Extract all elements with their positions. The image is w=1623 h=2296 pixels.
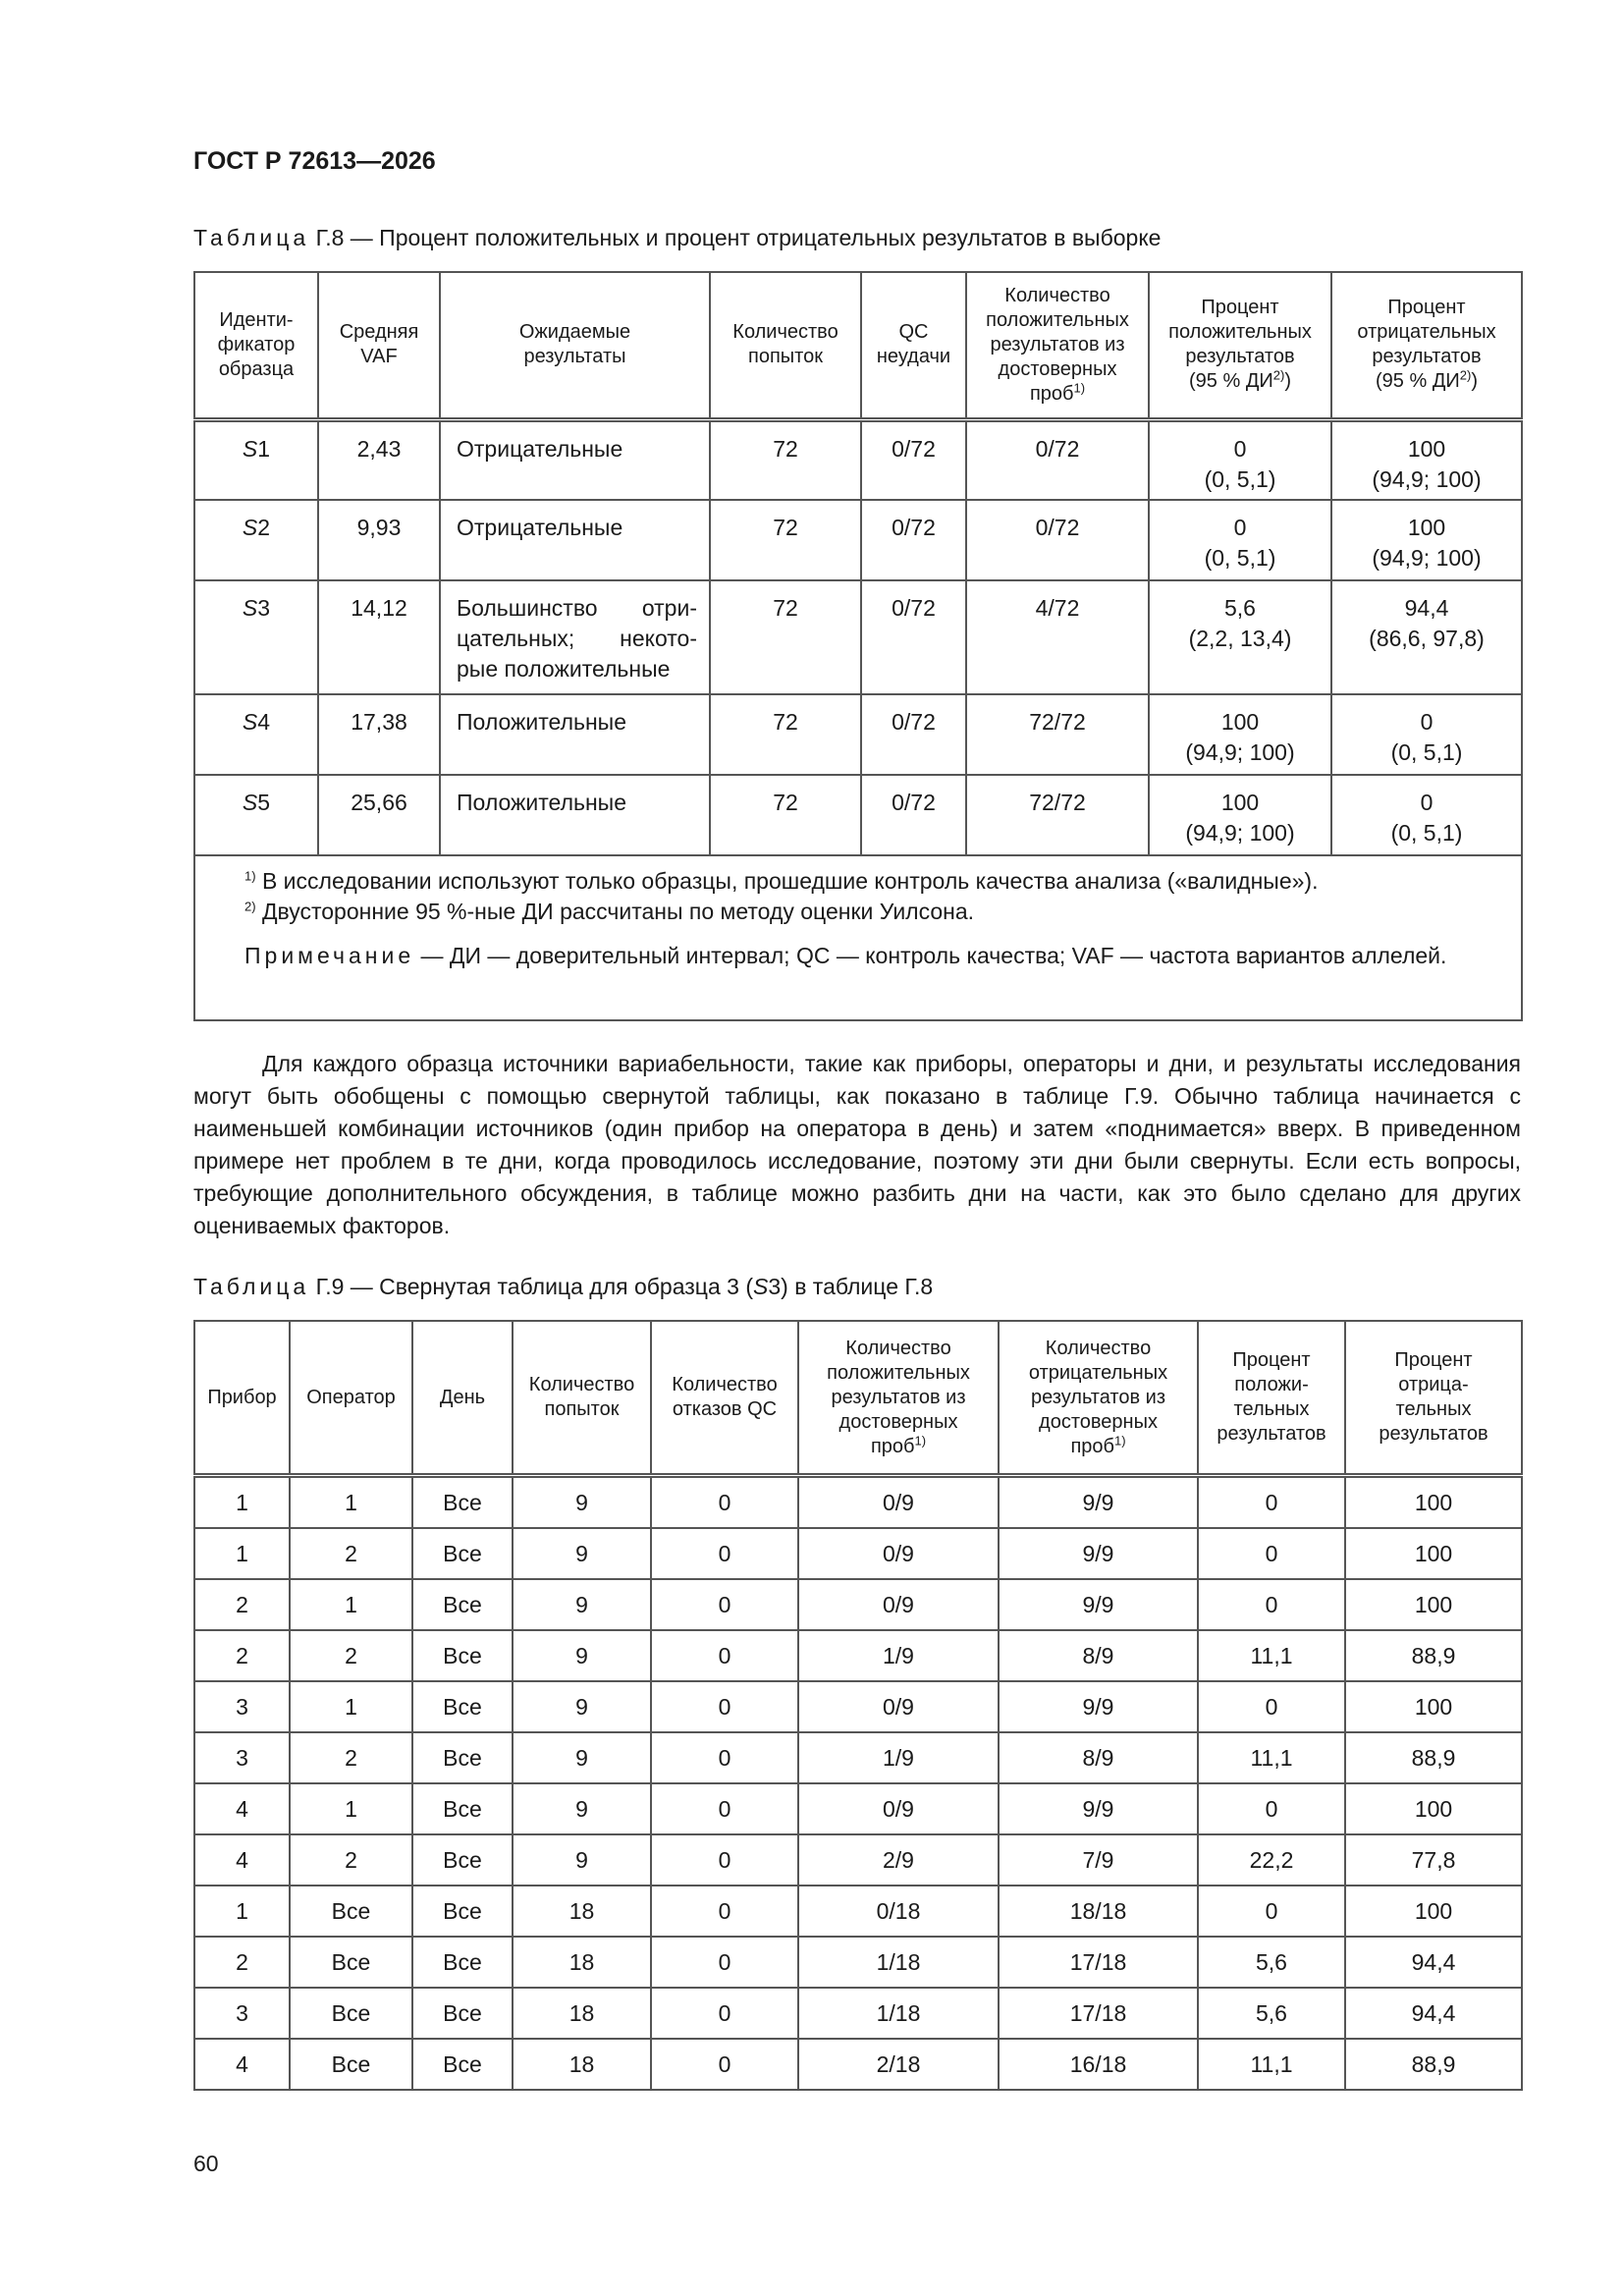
cell-device: 4 <box>194 2039 290 2090</box>
cell-positive-count: 1/18 <box>798 1988 999 2039</box>
cell-pos-count: 72/72 <box>966 694 1149 775</box>
table-g9-caption: Таблица Г.9 — Свернутая таблица для образца 3 (S3) в таблице Г.8 <box>193 1274 934 1299</box>
cell-qc-failures: 0 <box>651 1834 798 1886</box>
cell-negative-count: 9/9 <box>999 1528 1198 1579</box>
cell-positive-count: 1/9 <box>798 1630 999 1681</box>
cell-device: 2 <box>194 1630 290 1681</box>
cell-negative-percent: 100 <box>1345 1783 1522 1834</box>
footnote-1: $^{1)}$ В исследовании используют только образцы, прошедшие контроль качества анализа («валидные»). <box>244 868 1319 894</box>
table-row <box>194 2039 1522 2090</box>
cell-device: 1 <box>194 1528 290 1579</box>
cell-attempts: 18 <box>513 1988 651 2039</box>
cell-attempts: 9 <box>513 1783 651 1834</box>
table-g8 <box>193 271 1523 1021</box>
cell-negative-percent: 77,8 <box>1345 1834 1522 1886</box>
table-row <box>194 419 1522 500</box>
cell-expected: Отрицательные <box>440 500 710 580</box>
cell-attempts: 9 <box>513 1834 651 1886</box>
cell-vaf: 17,38 <box>318 694 440 775</box>
header-day: День <box>412 1321 513 1476</box>
cell-expected: Отрицательные <box>440 419 710 500</box>
table-row <box>194 1988 1522 2039</box>
cell-attempts: 18 <box>513 1886 651 1937</box>
cell-device: 4 <box>194 1834 290 1886</box>
cell-vaf: 25,66 <box>318 775 440 855</box>
cell-operator: 1 <box>290 1783 412 1834</box>
table-row <box>194 1630 1522 1681</box>
cell-day: Все <box>412 1630 513 1681</box>
cell-operator: 2 <box>290 1528 412 1579</box>
header-positive-count: Количество положительных результатов из достоверных проб$^{1)}$ <box>798 1321 999 1476</box>
cell-positive-count: 0/9 <box>798 1681 999 1732</box>
cell-negative-percent: 94,4 <box>1345 1988 1522 2039</box>
table-row <box>194 580 1522 694</box>
cell-negative-count: 18/18 <box>999 1886 1198 1937</box>
table-row <box>194 694 1522 775</box>
cell-id: S3 <box>194 580 318 694</box>
cell-neg-pct: 94,4 (86,6, 97,8) <box>1331 580 1522 694</box>
cell-negative-count: 8/9 <box>999 1630 1198 1681</box>
cell-negative-percent: 100 <box>1345 1886 1522 1937</box>
header-negative-percent: Процент отрица- тельных результатов <box>1345 1321 1522 1476</box>
header-attempts: Количество попыток <box>710 272 861 419</box>
cell-attempts: 9 <box>513 1630 651 1681</box>
cell-negative-count: 9/9 <box>999 1579 1198 1630</box>
cell-negative-percent: 100 <box>1345 1579 1522 1630</box>
cell-pos-pct: 0 (0, 5,1) <box>1149 419 1331 500</box>
cell-positive-percent: 11,1 <box>1198 1630 1345 1681</box>
cell-attempts: 9 <box>513 1579 651 1630</box>
cell-positive-percent: 5,6 <box>1198 1937 1345 1988</box>
cell-vaf: 2,43 <box>318 419 440 500</box>
cell-negative-count: 9/9 <box>999 1681 1198 1732</box>
cell-vaf: 14,12 <box>318 580 440 694</box>
cell-positive-count: 0/9 <box>798 1783 999 1834</box>
cell-pos-count: 4/72 <box>966 580 1149 694</box>
table-row <box>194 1528 1522 1579</box>
table-row <box>194 1732 1522 1783</box>
table-g9 <box>193 1320 1523 2091</box>
cell-negative-percent: 88,9 <box>1345 2039 1522 2090</box>
document-id: ГОСТ Р 72613—2026 <box>193 147 436 175</box>
cell-qc-failures: 0 <box>651 1476 798 1529</box>
cell-attempts: 72 <box>710 694 861 775</box>
cell-day: Все <box>412 1681 513 1732</box>
header-attempts: Количество попыток <box>513 1321 651 1476</box>
cell-pos-pct: 5,6 (2,2, 13,4) <box>1149 580 1331 694</box>
table-row <box>194 500 1522 580</box>
cell-pos-count: 0/72 <box>966 500 1149 580</box>
header-operator: Оператор <box>290 1321 412 1476</box>
header-expected: Ожидаемые результаты <box>440 272 710 419</box>
cell-qc-failures: 0 <box>651 1528 798 1579</box>
table-row <box>194 1937 1522 1988</box>
table-g8-notes <box>194 855 1522 1020</box>
table-row <box>194 1886 1522 1937</box>
table-row <box>194 1783 1522 1834</box>
cell-attempts: 72 <box>710 775 861 855</box>
cell-negative-count: 17/18 <box>999 1988 1198 2039</box>
cell-positive-percent: 5,6 <box>1198 1988 1345 2039</box>
cell-day: Все <box>412 1732 513 1783</box>
cell-attempts: 72 <box>710 580 861 694</box>
cell-pos-pct: 0 (0, 5,1) <box>1149 500 1331 580</box>
cell-qc-failures: 0 <box>651 1937 798 1988</box>
header-positive-count: Количество положительных результатов из достоверных проб$^{1)}$ <box>966 272 1149 419</box>
cell-attempts: 18 <box>513 1937 651 1988</box>
cell-attempts: 72 <box>710 500 861 580</box>
cell-positive-percent: 0 <box>1198 1783 1345 1834</box>
cell-day: Все <box>412 1834 513 1886</box>
cell-positive-percent: 0 <box>1198 1681 1345 1732</box>
header-positive-percent: Процент положи- тельных результатов <box>1198 1321 1345 1476</box>
cell-device: 3 <box>194 1988 290 2039</box>
cell-operator: Все <box>290 1937 412 1988</box>
cell-operator: 2 <box>290 1834 412 1886</box>
header-device: Прибор <box>194 1321 290 1476</box>
cell-positive-percent: 22,2 <box>1198 1834 1345 1886</box>
cell-day: Все <box>412 2039 513 2090</box>
footnote-2: $^{2)}$ Двусторонние 95 %-ные ДИ рассчитаны по методу оценки Уилсона. <box>244 899 975 924</box>
cell-pos-count: 72/72 <box>966 775 1149 855</box>
cell-operator: 2 <box>290 1732 412 1783</box>
table-row <box>194 1476 1522 1529</box>
cell-positive-count: 1/18 <box>798 1937 999 1988</box>
cell-neg-pct: 100 (94,9; 100) <box>1331 500 1522 580</box>
cell-pos-pct: 100 (94,9; 100) <box>1149 694 1331 775</box>
cell-operator: 2 <box>290 1630 412 1681</box>
cell-id: S5 <box>194 775 318 855</box>
cell-qc-failures: 0 <box>651 1783 798 1834</box>
cell-qc: 0/72 <box>861 580 966 694</box>
cell-device: 4 <box>194 1783 290 1834</box>
table-g8-caption <box>193 225 1161 251</box>
header-negative-count: Количество отрицательных результатов из достоверных проб$^{1)}$ <box>999 1321 1198 1476</box>
cell-positive-percent: 0 <box>1198 1579 1345 1630</box>
cell-negative-count: 16/18 <box>999 2039 1198 2090</box>
cell-device: 1 <box>194 1886 290 1937</box>
cell-positive-count: 2/18 <box>798 2039 999 2090</box>
header-qc-failures: Количество отказов QC <box>651 1321 798 1476</box>
cell-positive-count: 0/9 <box>798 1579 999 1630</box>
cell-qc-failures: 0 <box>651 1732 798 1783</box>
cell-positive-count: 2/9 <box>798 1834 999 1886</box>
cell-positive-percent: 0 <box>1198 1528 1345 1579</box>
cell-qc: 0/72 <box>861 419 966 500</box>
cell-id: S2 <box>194 500 318 580</box>
cell-day: Все <box>412 1937 513 1988</box>
cell-operator: Все <box>290 1988 412 2039</box>
cell-device: 3 <box>194 1681 290 1732</box>
cell-qc: 0/72 <box>861 500 966 580</box>
cell-positive-percent: 0 <box>1198 1476 1345 1529</box>
cell-negative-count: 9/9 <box>999 1476 1198 1529</box>
cell-pos-count: 0/72 <box>966 419 1149 500</box>
cell-qc: 0/72 <box>861 694 966 775</box>
header-positive-percent: Процент положительных результатов (95 % ДИ$^{2)}$) <box>1149 272 1331 419</box>
cell-negative-percent: 88,9 <box>1345 1732 1522 1783</box>
cell-vaf: 9,93 <box>318 500 440 580</box>
cell-day: Все <box>412 1783 513 1834</box>
cell-positive-percent: 11,1 <box>1198 2039 1345 2090</box>
table-row <box>194 1834 1522 1886</box>
cell-neg-pct: 0 (0, 5,1) <box>1331 694 1522 775</box>
cell-day: Все <box>412 1886 513 1937</box>
page-number: 60 <box>193 2151 219 2176</box>
cell-negative-count: 8/9 <box>999 1732 1198 1783</box>
cell-negative-percent: 100 <box>1345 1681 1522 1732</box>
cell-positive-count: 0/18 <box>798 1886 999 1937</box>
cell-device: 2 <box>194 1937 290 1988</box>
cell-negative-percent: 94,4 <box>1345 1937 1522 1988</box>
cell-positive-percent: 11,1 <box>1198 1732 1345 1783</box>
cell-neg-pct: 100 (94,9; 100) <box>1331 419 1522 500</box>
cell-operator: Все <box>290 2039 412 2090</box>
cell-attempts: 72 <box>710 419 861 500</box>
header-sample-id: Иденти- фикатор образца <box>194 272 318 419</box>
cell-positive-percent: 0 <box>1198 1886 1345 1937</box>
cell-qc-failures: 0 <box>651 1579 798 1630</box>
cell-attempts: 9 <box>513 1528 651 1579</box>
cell-negative-percent: 88,9 <box>1345 1630 1522 1681</box>
cell-positive-count: 0/9 <box>798 1476 999 1529</box>
table-row <box>194 1681 1522 1732</box>
cell-expected: Положительные <box>440 775 710 855</box>
caption-text: Г.8 — Процент положительных и процент отрицательных результатов в выборке <box>309 225 1162 250</box>
table-note: Примечание — ДИ — доверительный интервал; QC — контроль качества; VAF — частота вариантов аллелей. <box>244 943 1447 968</box>
cell-qc-failures: 0 <box>651 1988 798 2039</box>
cell-qc-failures: 0 <box>651 1630 798 1681</box>
cell-negative-count: 7/9 <box>999 1834 1198 1886</box>
cell-expected: Большинство отри-цательных; некото-рые положительные <box>440 580 710 694</box>
header-negative-percent: Процент отрицательных результатов (95 % ДИ$^{2)}$) <box>1331 272 1522 419</box>
body-paragraph: Для каждого образца источники вариабельности, такие как приборы, операторы и дни, и результаты исследования могут быть обобщены с помощью свернутой таблицы, как показано в таблице Г.9. Обычно таблица начинается с наименьшей комбинации источников (один прибор на оператора в день) и затем «поднимается» вверх. В приведенном примере нет проблем в те дни, когда проводилось исследование, поэтому эти дни были свернуты. Если есть вопросы, требующие дополнительного обсуждения, в таблице можно разбить дни на части, как это было сделано для других оцениваемых факторов. <box>193 1051 1521 1238</box>
cell-qc: 0/72 <box>861 775 966 855</box>
cell-id: S4 <box>194 694 318 775</box>
cell-device: 2 <box>194 1579 290 1630</box>
cell-operator: 1 <box>290 1579 412 1630</box>
cell-id: S1 <box>194 419 318 500</box>
caption-prefix: Таблица <box>193 225 310 250</box>
cell-negative-count: 17/18 <box>999 1937 1198 1988</box>
table-row <box>194 1579 1522 1630</box>
cell-expected: Положительные <box>440 694 710 775</box>
cell-attempts: 18 <box>513 2039 651 2090</box>
cell-negative-percent: 100 <box>1345 1476 1522 1529</box>
cell-day: Все <box>412 1476 513 1529</box>
cell-qc-failures: 0 <box>651 2039 798 2090</box>
table-row <box>194 775 1522 855</box>
cell-positive-count: 1/9 <box>798 1732 999 1783</box>
cell-attempts: 9 <box>513 1681 651 1732</box>
cell-attempts: 9 <box>513 1732 651 1783</box>
cell-operator: 1 <box>290 1476 412 1529</box>
cell-negative-count: 9/9 <box>999 1783 1198 1834</box>
cell-day: Все <box>412 1528 513 1579</box>
header-mean-vaf: Средняя VAF <box>318 272 440 419</box>
cell-operator: 1 <box>290 1681 412 1732</box>
cell-negative-percent: 100 <box>1345 1528 1522 1579</box>
cell-day: Все <box>412 1579 513 1630</box>
cell-pos-pct: 100 (94,9; 100) <box>1149 775 1331 855</box>
cell-device: 1 <box>194 1476 290 1529</box>
cell-neg-pct: 0 (0, 5,1) <box>1331 775 1522 855</box>
header-qc-failures: QC неудачи <box>861 272 966 419</box>
cell-device: 3 <box>194 1732 290 1783</box>
cell-qc-failures: 0 <box>651 1886 798 1937</box>
cell-operator: Все <box>290 1886 412 1937</box>
cell-qc-failures: 0 <box>651 1681 798 1732</box>
cell-positive-count: 0/9 <box>798 1528 999 1579</box>
cell-attempts: 9 <box>513 1476 651 1529</box>
cell-day: Все <box>412 1988 513 2039</box>
